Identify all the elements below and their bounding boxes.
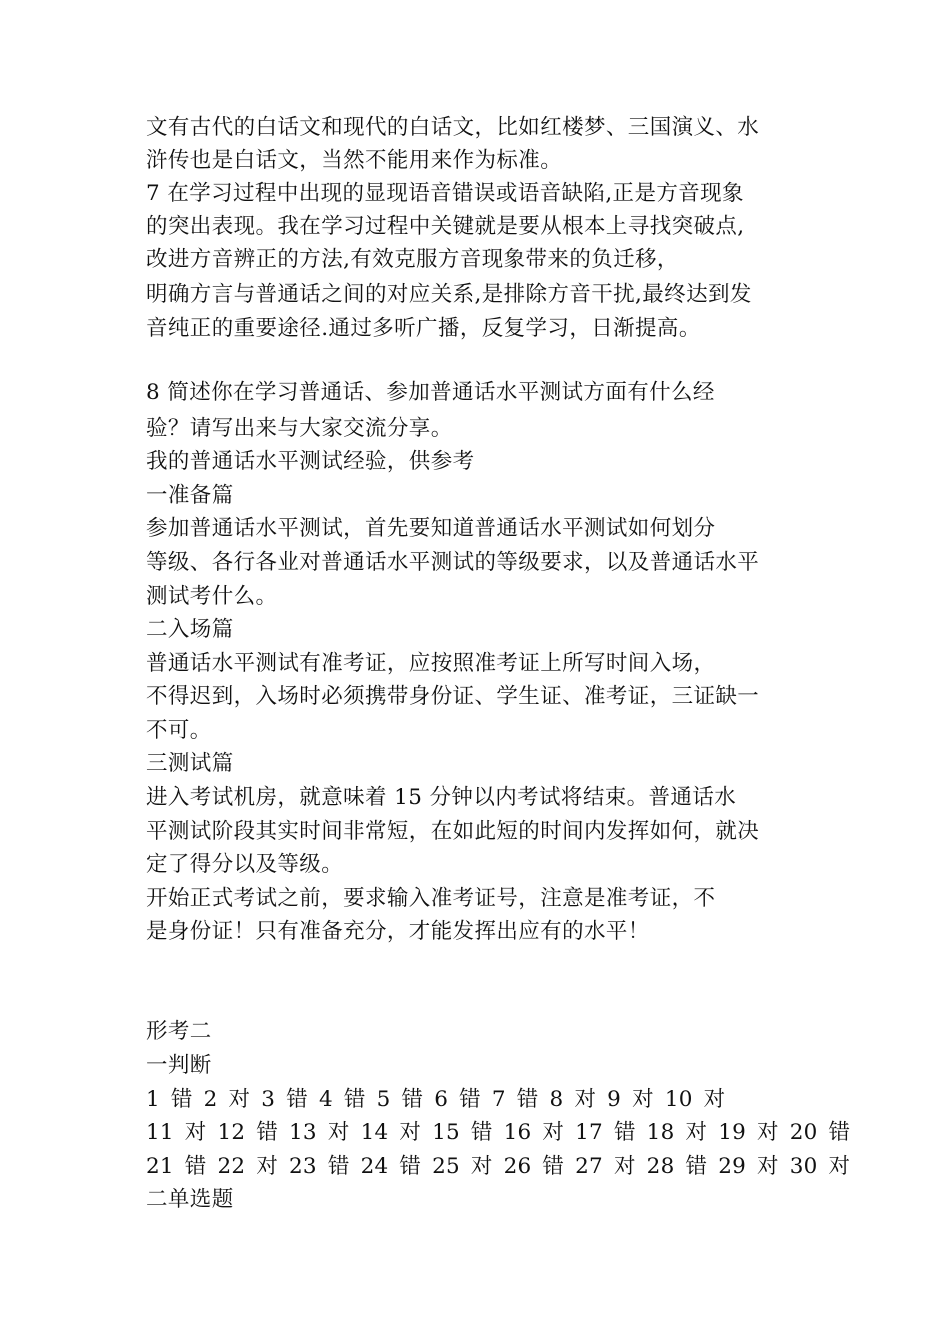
text-line: 8 简述你在学习普通话、参加普通话水平测试方面有什么经 (146, 380, 715, 405)
text-line: 音纯正的重要途径.通过多听广播，反复学习，日渐提高。 (146, 316, 701, 341)
section-heading: 一判断 (146, 1053, 212, 1078)
text-line: 是身份证！只有准备充分，才能发挥出应有的水平！ (146, 919, 650, 944)
text-line: 开始正式考试之前，要求输入准考证号，注意是准考证，不 (146, 886, 716, 911)
section-title: 形考二 (146, 1019, 212, 1044)
text-line: 定了得分以及等级。 (146, 852, 344, 877)
text-line: 文有古代的白话文和现代的白话文，比如红楼梦、三国演义、水 (146, 115, 760, 140)
text-line: 改进方音辨正的方法,有效克服方音现象带来的负迁移， (146, 247, 679, 272)
answer-row: 21 错 22 对 23 错 24 错 25 对 26 错 27 对 28 错 29 对 30 对 (146, 1154, 851, 1179)
text-line: 不得迟到，入场时必须携带身份证、学生证、准考证，三证缺一 (146, 684, 760, 709)
section-heading: 二单选题 (146, 1187, 234, 1212)
section-heading: 一准备篇 (146, 483, 234, 508)
text-line: 测试考什么。 (146, 584, 278, 609)
answer-row: 1 错 2 对 3 错 4 错 5 错 6 错 7 错 8 对 9 对 10 对 (146, 1087, 726, 1112)
text-line: 参加普通话水平测试，首先要知道普通话水平测试如何划分 (146, 516, 716, 541)
text-line: 的突出表现。我在学习过程中关键就是要从根本上寻找突破点, (146, 214, 745, 239)
text-line: 不可。 (146, 718, 212, 743)
section-heading: 二入场篇 (146, 617, 234, 642)
text-line: 平测试阶段其实时间非常短，在如此短的时间内发挥如何，就决 (146, 819, 760, 844)
text-line: 明确方言与普通话之间的对应关系,是排除方音干扰,最终达到发 (146, 282, 752, 307)
text-line: 我的普通话水平测试经验，供参考 (146, 449, 475, 474)
section-heading: 三测试篇 (146, 751, 234, 776)
text-line: 等级、各行各业对普通话水平测试的等级要求，以及普通话水平 (146, 550, 760, 575)
text-line: 验？请写出来与大家交流分享。 (146, 416, 453, 441)
text-line: 进入考试机房，就意味着 15 分钟以内考试将结束。普通话水 (146, 785, 737, 810)
answer-row: 11 对 12 错 13 对 14 对 15 错 16 对 17 错 18 对 19 对 20 错 (146, 1120, 851, 1145)
text-line: 浒传也是白话文，当然不能用来作为标准。 (146, 148, 563, 173)
text-line: 普通话水平测试有准考证，应按照准考证上所写时间入场， (146, 651, 716, 676)
text-line: 7 在学习过程中出现的显现语音错误或语音缺陷,正是方音现象 (146, 181, 744, 206)
